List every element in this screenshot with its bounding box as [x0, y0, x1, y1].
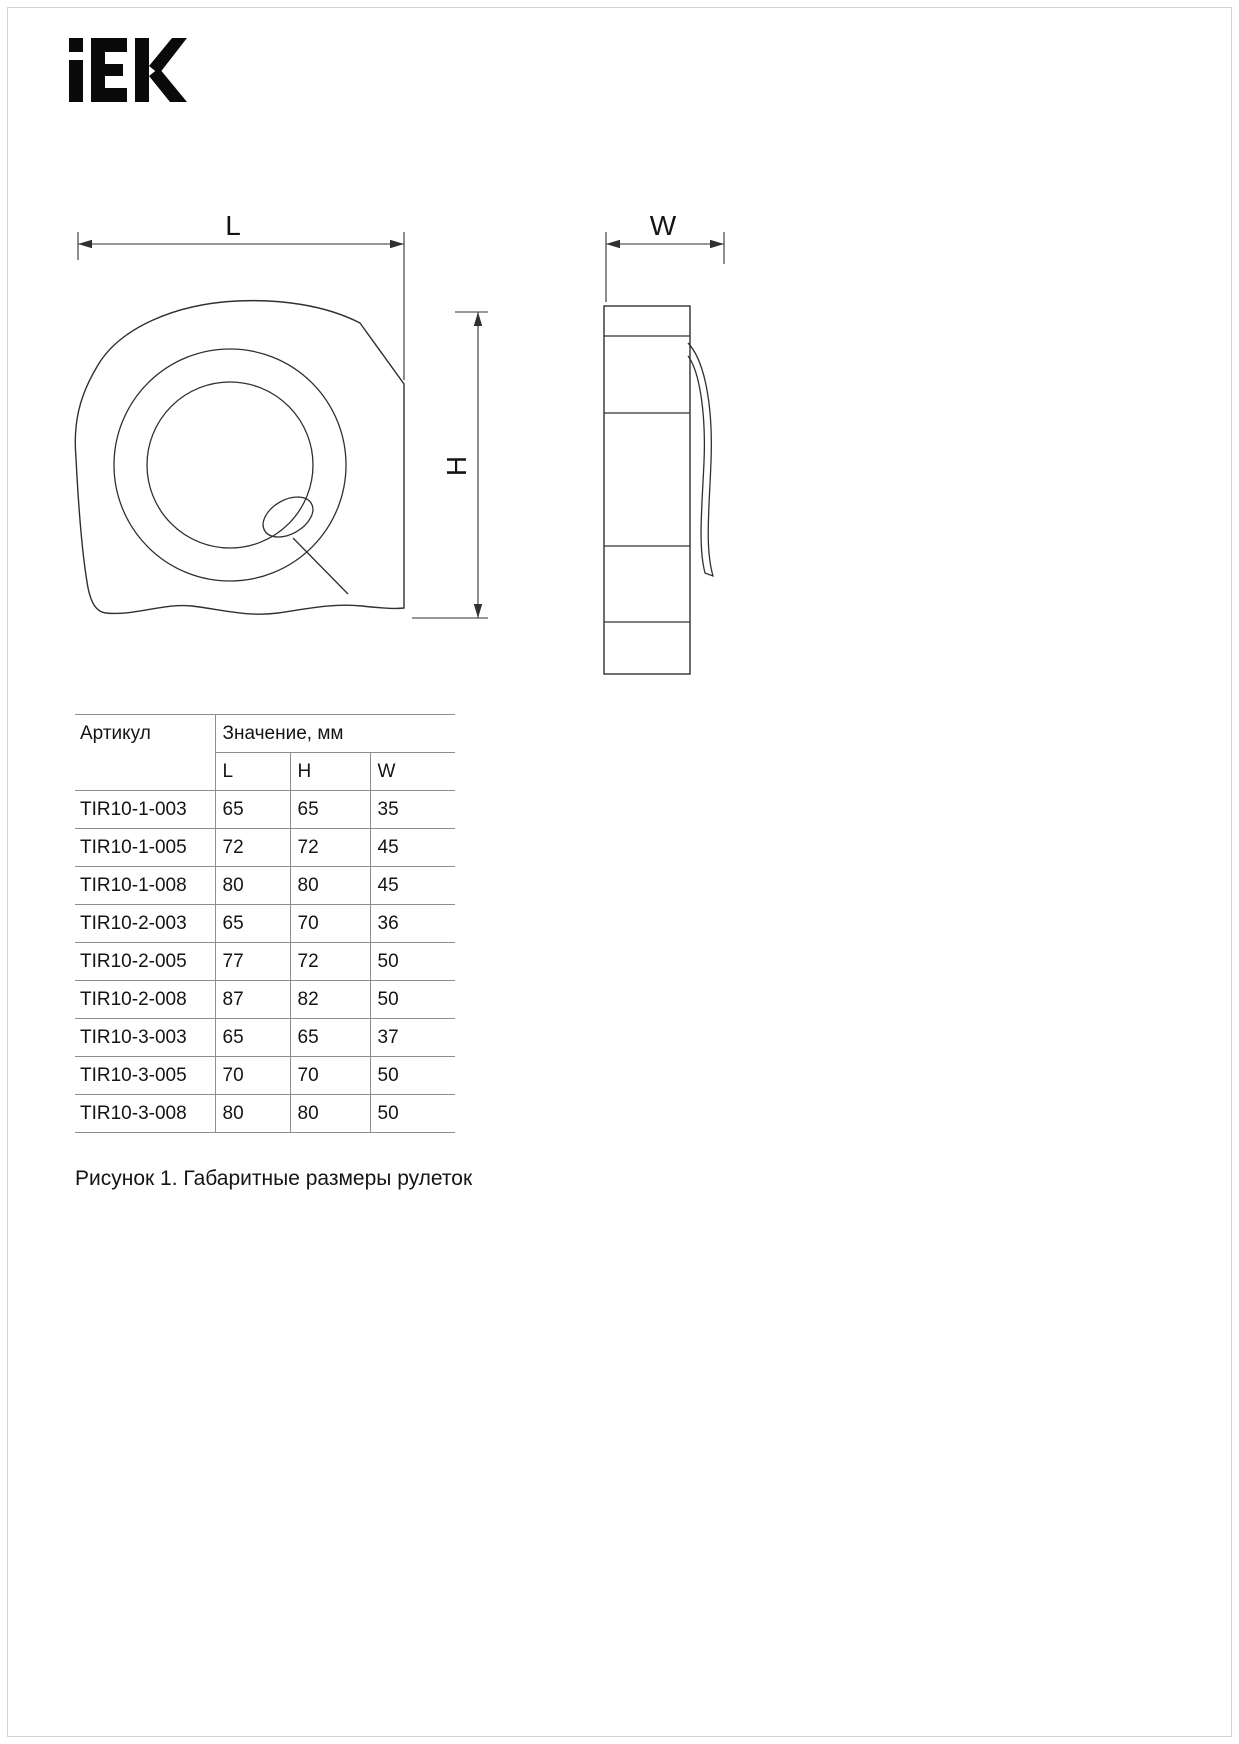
front-view — [75, 301, 404, 615]
l-cell: 80 — [215, 1095, 290, 1133]
h-cell: 65 — [290, 791, 370, 829]
dimensions-table — [75, 714, 455, 1133]
h-cell: 72 — [290, 829, 370, 867]
h-cell: 70 — [290, 1057, 370, 1095]
table-body — [75, 791, 455, 1133]
h-cell: 72 — [290, 943, 370, 981]
value-group-header: Значение, мм — [215, 715, 455, 753]
h-cell: 65 — [290, 1019, 370, 1057]
h-cell: 82 — [290, 981, 370, 1019]
l-column-header: L — [215, 753, 290, 791]
dim-label-l: L — [225, 210, 241, 241]
w-cell: 36 — [370, 905, 455, 943]
l-cell: 72 — [215, 829, 290, 867]
w-cell: 35 — [370, 791, 455, 829]
article-cell: TIR10-1-005 — [80, 836, 187, 858]
table-row — [75, 829, 455, 867]
table-row — [75, 1019, 455, 1057]
h-cell: 70 — [290, 905, 370, 943]
l-cell: 65 — [215, 791, 290, 829]
w-cell: 50 — [370, 981, 455, 1019]
article-cell: TIR10-3-005 — [80, 1064, 187, 1086]
w-cell: 37 — [370, 1019, 455, 1057]
w-cell: 50 — [370, 1057, 455, 1095]
table-row — [75, 867, 455, 905]
l-cell: 87 — [215, 981, 290, 1019]
h-cell: 80 — [290, 867, 370, 905]
article-cell: TIR10-1-008 — [80, 874, 187, 896]
h-cell: 80 — [290, 1095, 370, 1133]
dimension-h — [412, 312, 488, 618]
w-cell: 50 — [370, 943, 455, 981]
w-cell: 50 — [370, 1095, 455, 1133]
iek-logo-glyphs — [69, 38, 187, 102]
table-row — [75, 905, 455, 943]
article-cell: TIR10-2-003 — [80, 912, 187, 934]
figure-caption: Рисунок 1. Габаритные размеры рулеток — [75, 1167, 473, 1190]
dimension-w — [606, 210, 724, 302]
l-cell: 77 — [215, 943, 290, 981]
w-cell: 45 — [370, 829, 455, 867]
table-row — [75, 981, 455, 1019]
l-cell: 80 — [215, 867, 290, 905]
table-row — [75, 1095, 455, 1133]
article-cell: TIR10-2-008 — [80, 988, 187, 1010]
table-row — [75, 943, 455, 981]
l-cell: 65 — [215, 1019, 290, 1057]
table-row — [75, 1057, 455, 1095]
article-cell: TIR10-1-003 — [80, 798, 187, 820]
article-column-header: Артикул — [80, 723, 151, 744]
article-cell: TIR10-2-005 — [80, 950, 187, 972]
side-view — [604, 306, 713, 674]
l-cell: 70 — [215, 1057, 290, 1095]
l-cell: 65 — [215, 905, 290, 943]
article-cell: TIR10-3-003 — [80, 1026, 187, 1048]
dim-label-h: H — [441, 455, 472, 477]
belt-clip — [688, 343, 713, 576]
h-column-header: H — [290, 753, 370, 791]
table-row — [75, 791, 455, 829]
article-cell: TIR10-3-008 — [80, 1102, 187, 1124]
dim-label-w: W — [649, 210, 677, 241]
w-cell: 45 — [370, 867, 455, 905]
iek-logo — [68, 38, 188, 102]
w-column-header: W — [370, 753, 455, 791]
dimension-drawing — [60, 200, 760, 700]
